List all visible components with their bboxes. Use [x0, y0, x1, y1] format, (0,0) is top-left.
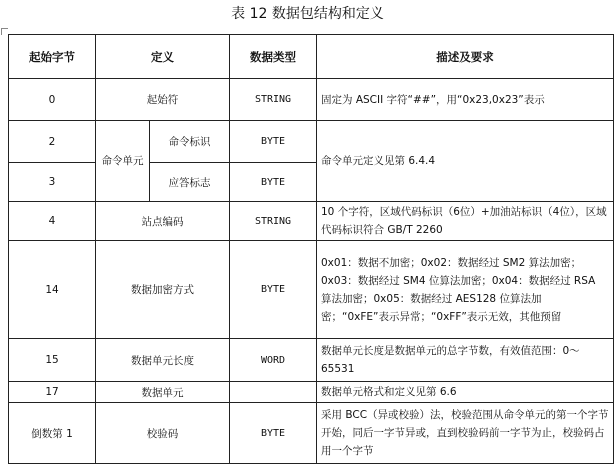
- type-cell: BYTE: [230, 121, 317, 163]
- header-data-type: 数据类型: [230, 35, 317, 79]
- definition-cell: 数据单元: [96, 382, 230, 403]
- type-cell: STRING: [230, 79, 317, 121]
- table-header-row: [9, 35, 614, 79]
- definition-cell: 起始符: [96, 79, 230, 121]
- header-description: 描述及要求: [317, 35, 614, 79]
- type-cell: STRING: [230, 202, 317, 241]
- definition-cell: 站点编码: [96, 202, 230, 241]
- command-unit-group-cell: 命令单元: [96, 121, 150, 202]
- table-row: [9, 382, 614, 403]
- table-anchor-marker: [1, 28, 8, 35]
- definition-cell: 校验码: [96, 403, 230, 464]
- start-byte-cell: 14: [9, 241, 96, 339]
- type-cell: [230, 382, 317, 403]
- description-cell: 数据单元格式和定义见第 6.6: [317, 382, 614, 403]
- table-row: [9, 241, 614, 339]
- start-byte-cell: 17: [9, 382, 96, 403]
- definition-cell: 应答标志: [150, 163, 230, 202]
- definition-cell: 数据单元长度: [96, 339, 230, 382]
- start-byte-cell: 4: [9, 202, 96, 241]
- table-row: [9, 121, 614, 163]
- description-cell: 10 个字符，区域代码标识（6位）+加油站标识（4位），区域代码标识符合 GB/T 2260: [317, 202, 614, 241]
- type-cell: BYTE: [230, 163, 317, 202]
- header-definition: 定义: [96, 35, 230, 79]
- table-row: [9, 403, 614, 464]
- table-row: [9, 79, 614, 121]
- start-byte-cell: 0: [9, 79, 96, 121]
- definition-cell: 数据加密方式: [96, 241, 230, 339]
- start-byte-cell: 3: [9, 163, 96, 202]
- start-byte-cell: 15: [9, 339, 96, 382]
- description-cell: 固定为 ASCII 字符“##”，用“0x23,0x23”表示: [317, 79, 614, 121]
- description-cell: 采用 BCC（异或校验）法，校验范围从命令单元的第一个字节开始，同后一字节异或，直到校验码前一字节为止，校验码占用一个字节: [317, 403, 614, 464]
- table-row: [9, 202, 614, 241]
- definition-cell: 命令标识: [150, 121, 230, 163]
- start-byte-cell: 2: [9, 121, 96, 163]
- header-start-byte: 起始字节: [9, 35, 96, 79]
- type-cell: BYTE: [230, 403, 317, 464]
- description-cell: 命令单元定义见第 6.4.4: [317, 121, 614, 202]
- table-caption: 表 12 数据包结构和定义: [231, 6, 384, 22]
- type-cell: WORD: [230, 339, 317, 382]
- description-cell: 0x01：数据不加密；0x02：数据经过 SM2 算法加密；0x03：数据经过 SM4 位算法加密；0x04：数据经过 RSA 算法加密；0x05：数据经过 AES128 位算法加密；“0xFE”表示异常；“0xFF”表示无效，其他预留: [317, 241, 614, 339]
- table-row: [9, 339, 614, 382]
- description-cell: 数据单元长度是数据单元的总字节数，有效值范围：0～65531: [317, 339, 614, 382]
- start-byte-cell: 倒数第 1: [9, 403, 96, 464]
- packet-structure-table: [8, 34, 614, 464]
- type-cell: BYTE: [230, 241, 317, 339]
